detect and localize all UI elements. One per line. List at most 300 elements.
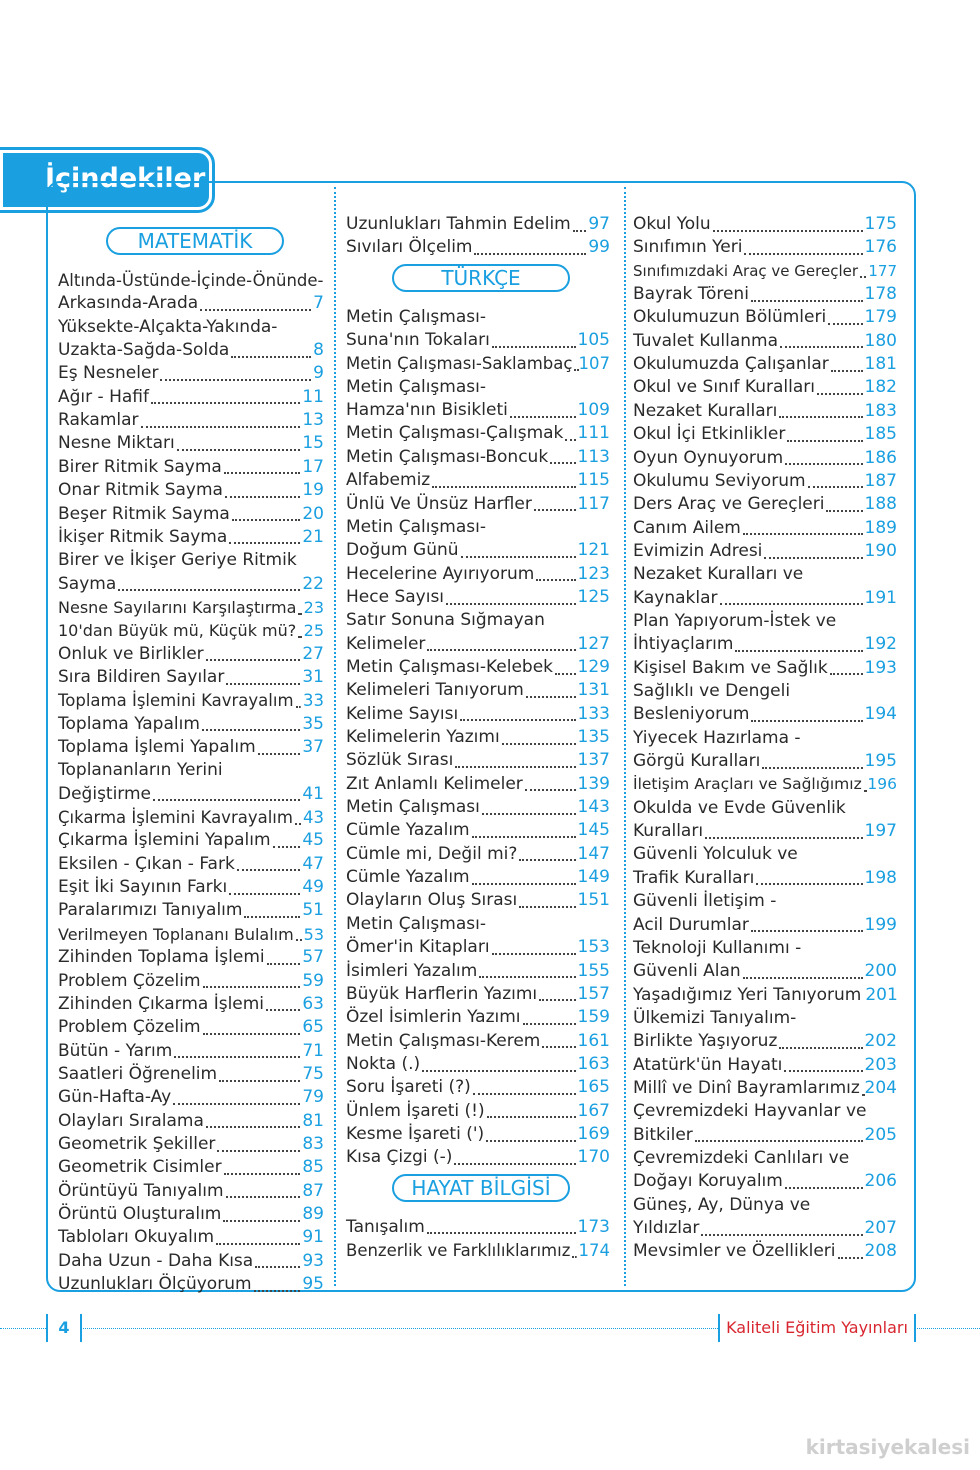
toc-entry-title: Ömer'in Kitapları — [346, 937, 490, 958]
toc-column-math — [58, 183, 324, 1295]
toc-entry-page: 195 — [864, 751, 897, 772]
toc-entry[interactable] — [633, 984, 897, 1007]
toc-entry[interactable] — [346, 1053, 610, 1076]
toc-entry-title: Sıvıları Ölçelim — [346, 237, 473, 258]
toc-entry[interactable] — [633, 1217, 897, 1240]
dot-leader — [534, 509, 576, 511]
toc-entry[interactable] — [346, 1030, 610, 1053]
toc-entry[interactable] — [346, 936, 610, 959]
toc-entry-page: 151 — [577, 890, 610, 911]
dot-leader — [244, 916, 300, 918]
toc-entry-page: 153 — [577, 937, 610, 958]
toc-entry[interactable] — [58, 479, 324, 502]
toc-entry[interactable] — [58, 876, 324, 899]
toc-entry[interactable] — [346, 469, 610, 492]
dot-leader — [296, 939, 302, 941]
toc-entry-page: 204 — [864, 1077, 897, 1098]
toc-entry[interactable] — [633, 260, 897, 283]
toc-entry-page: 127 — [577, 633, 610, 654]
toc-entry[interactable] — [633, 1077, 897, 1100]
toc-entry[interactable] — [633, 587, 897, 610]
toc-entry-title: Okulda ve Evde Güvenlik — [633, 797, 846, 818]
toc-entry[interactable] — [633, 797, 897, 820]
dot-leader — [808, 486, 863, 488]
dot-leader — [432, 486, 575, 488]
dot-leader — [764, 557, 862, 559]
toc-entry-page: 197 — [864, 821, 897, 842]
toc-entry-page: 187 — [864, 470, 897, 491]
dot-leader — [784, 1070, 862, 1072]
toc-entry[interactable] — [633, 1054, 897, 1077]
toc-entry[interactable] — [58, 1273, 324, 1296]
dot-leader — [785, 463, 862, 465]
toc-entry-title: Örüntü Oluşturalım — [58, 1204, 222, 1224]
toc-entry[interactable] — [633, 470, 897, 493]
dot-leader — [226, 1196, 301, 1198]
toc-entry[interactable] — [58, 1250, 324, 1273]
toc-entry[interactable] — [633, 330, 897, 353]
toc-entry[interactable] — [633, 1170, 897, 1193]
toc-entry-title: Büyük Harflerin Yazımı — [346, 983, 538, 1004]
toc-entry-title: Metin Çalışması-Çalışmak — [346, 423, 564, 444]
toc-entry[interactable] — [633, 867, 897, 890]
dot-leader — [455, 766, 575, 768]
toc-entry[interactable] — [346, 586, 610, 609]
toc-entry-title: Teknoloji Kullanımı - — [633, 937, 802, 958]
toc-entry-title: Zihinden Toplama İşlemi — [58, 947, 265, 968]
toc-entry[interactable] — [633, 213, 897, 236]
toc-entry-page: 113 — [577, 446, 610, 467]
toc-entry[interactable] — [58, 409, 324, 432]
toc-entry[interactable] — [58, 993, 324, 1016]
toc-entry[interactable] — [58, 292, 324, 315]
toc-entry[interactable] — [346, 1123, 610, 1146]
toc-entry-page: 107 — [578, 354, 610, 374]
toc-entry[interactable] — [58, 549, 324, 572]
toc-entry[interactable] — [346, 1006, 610, 1029]
toc-entry-title: Okulumu Seviyorum — [633, 470, 806, 491]
toc-entry[interactable] — [633, 914, 897, 937]
toc-entry-title: Cümle mi, Değil mi? — [346, 843, 518, 864]
toc-entry-page: 178 — [864, 284, 897, 305]
toc-entry-page: 167 — [577, 1100, 610, 1121]
toc-entry-title: Altında-Üstünde-İçinde-Önünde- — [58, 271, 324, 290]
toc-entry-title: Rakamlar — [58, 410, 139, 431]
toc-entry[interactable] — [346, 609, 610, 632]
toc-entry-title: Metin Çalışması-Kerem — [346, 1030, 541, 1051]
toc-entry[interactable] — [346, 633, 610, 656]
toc-entry-title: Metin Çalışması- — [346, 376, 486, 397]
dot-leader — [785, 1187, 863, 1189]
toc-entry-title: Tabloları Okuyalım — [58, 1227, 215, 1248]
toc-entry[interactable] — [346, 796, 610, 819]
toc-entry[interactable] — [58, 1040, 324, 1063]
toc-entry-title: Hecelerine Ayırıyorum — [346, 563, 535, 584]
toc-entry-title: Eş Nesneler — [58, 363, 159, 384]
toc-entry[interactable] — [58, 1203, 324, 1226]
toc-entry[interactable] — [633, 937, 897, 960]
toc-entry[interactable] — [346, 1146, 610, 1169]
toc-entry-title: Görgü Kuralları — [633, 751, 761, 772]
toc-entry[interactable] — [633, 236, 897, 259]
toc-entry-page: 8 — [313, 340, 324, 361]
toc-entry[interactable] — [58, 432, 324, 455]
toc-entry-page: 174 — [578, 1241, 610, 1260]
toc-entry-page: 192 — [864, 634, 897, 655]
toc-entry-page: 71 — [302, 1040, 324, 1061]
toc-entry-title: Evimizin Adresi — [633, 540, 763, 561]
toc-entry[interactable] — [633, 703, 897, 726]
toc-entry-title: Olayların Oluş Sırası — [346, 890, 518, 911]
toc-entry[interactable] — [346, 329, 610, 352]
toc-entry[interactable] — [633, 1007, 897, 1030]
dot-leader — [216, 1243, 300, 1245]
toc-entry[interactable] — [633, 610, 897, 633]
toc-entry-title: Sağlıklı ve Dengeli — [633, 681, 791, 701]
toc-entry-title: Bayrak Töreni — [633, 284, 749, 305]
toc-entry[interactable] — [633, 680, 897, 703]
toc-entry[interactable] — [346, 236, 610, 259]
toc-entry[interactable] — [58, 1063, 324, 1086]
toc-entry[interactable] — [58, 362, 324, 385]
toc-entry-title: Hamza'nın Bisikleti — [346, 400, 508, 421]
toc-entry[interactable] — [633, 306, 897, 329]
toc-entry-title: Nesne Miktarı — [58, 433, 175, 454]
dot-leader — [472, 883, 576, 885]
toc-entry-title: Toplama İşlemini Kavrayalım — [58, 691, 294, 711]
toc-entry[interactable] — [633, 890, 897, 913]
toc-entry-title: Arkasında-Arada — [58, 293, 199, 314]
toc-entry[interactable] — [346, 866, 610, 889]
dot-leader — [427, 1232, 576, 1234]
toc-entry[interactable] — [58, 1226, 324, 1249]
toc-entry[interactable] — [346, 376, 610, 399]
toc-entry-title: Alfabemiz — [346, 470, 431, 491]
toc-entry[interactable] — [633, 843, 897, 866]
toc-entry-page: 200 — [864, 961, 897, 982]
dot-leader — [864, 790, 866, 792]
toc-entry[interactable] — [346, 960, 610, 983]
toc-entry-title: Benzerlik ve Farklılıklarımız — [346, 1241, 571, 1260]
toc-entry-title: Problem Çözelim — [58, 970, 201, 991]
publisher-name: Kaliteli Eğitim Yayınları — [718, 1314, 916, 1342]
toc-entry-title: Satır Sonuna Sığmayan — [346, 610, 545, 631]
dot-leader — [751, 930, 863, 932]
toc-entry[interactable] — [633, 447, 897, 470]
toc-entry[interactable] — [58, 386, 324, 409]
toc-entry[interactable] — [58, 689, 324, 712]
dot-leader — [860, 276, 866, 278]
toc-entry-page: 175 — [864, 214, 897, 234]
section-header: TÜRKÇE — [392, 264, 570, 292]
toc-entry-page: 135 — [577, 727, 610, 747]
toc-entry[interactable] — [346, 422, 610, 445]
toc-entry[interactable] — [346, 539, 610, 562]
dot-leader — [254, 1290, 301, 1292]
toc-entry[interactable] — [633, 773, 897, 796]
dot-leader — [255, 1266, 300, 1268]
toc-entry-page: 133 — [577, 703, 610, 724]
toc-entry-title: Acil Durumlar — [633, 914, 749, 935]
toc-entry-title: Tuvalet Kullanma — [633, 330, 778, 351]
dot-leader — [226, 683, 300, 685]
toc-entry[interactable] — [633, 540, 897, 563]
toc-entry[interactable] — [58, 1156, 324, 1179]
toc-entry[interactable] — [633, 750, 897, 773]
toc-entry[interactable] — [346, 399, 610, 422]
toc-entry[interactable] — [633, 376, 897, 399]
toc-entry[interactable] — [58, 853, 324, 876]
toc-entry[interactable] — [346, 493, 610, 516]
toc-entry[interactable] — [58, 619, 324, 642]
toc-entry-page: 81 — [302, 1110, 324, 1131]
column-divider — [624, 187, 626, 1286]
dot-leader — [492, 953, 576, 955]
toc-entry[interactable] — [633, 1240, 897, 1263]
toc-entry[interactable] — [58, 1110, 324, 1133]
toc-entry[interactable] — [58, 829, 324, 852]
dot-leader — [422, 1070, 575, 1072]
dot-leader — [461, 556, 576, 558]
toc-entry-title: Nezaket Kuralları ve — [633, 564, 804, 585]
toc-entry[interactable] — [633, 1147, 897, 1170]
toc-entry-page: 157 — [577, 983, 610, 1004]
toc-entry[interactable] — [346, 1216, 610, 1239]
toc-entry-page: 186 — [864, 447, 897, 468]
toc-entry[interactable] — [58, 899, 324, 922]
toc-entry-title: Kişisel Bakım ve Sağlık — [633, 657, 828, 678]
dot-leader — [232, 519, 301, 521]
toc-entry-title: Okul Yolu — [633, 214, 711, 234]
dot-leader — [237, 869, 301, 871]
toc-entry-title: İkişer Ritmik Sayma — [58, 526, 228, 547]
toc-entry-page: 129 — [577, 656, 610, 677]
toc-entry-title: Güneş, Ay, Dünya ve — [633, 1194, 811, 1215]
toc-entry[interactable] — [58, 736, 324, 759]
toc-entry[interactable] — [346, 843, 610, 866]
toc-entry[interactable] — [58, 970, 324, 993]
toc-entry[interactable] — [58, 316, 324, 339]
toc-entry[interactable] — [633, 1100, 897, 1123]
toc-entry-page: 41 — [302, 783, 324, 804]
dot-leader — [217, 1150, 300, 1152]
toc-entry[interactable] — [58, 269, 324, 292]
toc-entry-page: 123 — [577, 563, 610, 584]
toc-entry[interactable] — [346, 913, 610, 936]
toc-entry[interactable] — [58, 643, 324, 666]
toc-column-life-science — [633, 183, 897, 1290]
toc-entry-page: 182 — [864, 377, 897, 398]
toc-entry-page: 147 — [577, 843, 610, 864]
toc-entry[interactable] — [633, 1030, 897, 1053]
section-header: HAYAT BİLGİSİ — [392, 1174, 570, 1202]
toc-entry-page: 22 — [302, 573, 324, 594]
toc-entry[interactable] — [346, 213, 610, 236]
toc-entry-page: 188 — [864, 494, 897, 515]
toc-entry[interactable] — [633, 1124, 897, 1147]
dot-leader — [446, 603, 576, 605]
toc-entry[interactable] — [346, 1239, 610, 1262]
toc-entry-page: 161 — [577, 1030, 610, 1051]
dot-leader — [756, 883, 862, 885]
toc-entry-title: Sınıfımızdaki Araç ve Gereçler — [633, 261, 859, 280]
dot-leader — [735, 650, 862, 652]
dot-leader — [743, 977, 863, 979]
toc-entry[interactable] — [346, 306, 610, 329]
toc-entry[interactable] — [58, 946, 324, 969]
toc-entry[interactable] — [633, 353, 897, 376]
dot-leader — [831, 370, 863, 372]
toc-entry[interactable] — [58, 759, 324, 782]
dot-leader — [574, 369, 576, 371]
dot-leader — [523, 1023, 576, 1025]
toc-entry[interactable] — [346, 983, 610, 1006]
toc-entry[interactable] — [58, 596, 324, 619]
toc-entry-title: Doğayı Koruyalım — [633, 1171, 783, 1192]
toc-entry[interactable] — [346, 352, 610, 375]
toc-entry-title: Kelimelerin Yazımı — [346, 727, 500, 747]
toc-entry-page: 117 — [577, 493, 610, 514]
toc-entry[interactable] — [346, 1100, 610, 1123]
toc-entry-title: Ders Araç ve Gereçleri — [633, 494, 825, 515]
toc-entry-page: 65 — [302, 1017, 324, 1038]
toc-entry-page: 7 — [313, 293, 324, 314]
dot-leader — [779, 1047, 862, 1049]
toc-entry[interactable] — [58, 573, 324, 596]
toc-entry-title: Ünlem İşareti (!) — [346, 1100, 485, 1121]
toc-entry-page: 181 — [864, 354, 897, 375]
toc-entry-title: Onluk ve Birlikler — [58, 643, 204, 664]
toc-entry[interactable] — [633, 283, 897, 306]
toc-entry[interactable] — [633, 657, 897, 680]
dot-leader — [258, 753, 301, 755]
toc-entry-page: 51 — [302, 900, 324, 921]
toc-entry-page: 21 — [302, 526, 324, 547]
toc-entry-title: Beşer Ritmik Sayma — [58, 503, 230, 524]
toc-entry-page: 173 — [577, 1216, 610, 1237]
toc-entry[interactable] — [346, 679, 610, 702]
dot-leader — [273, 846, 301, 848]
toc-entry[interactable] — [58, 806, 324, 829]
dot-leader — [141, 426, 301, 428]
dot-leader — [555, 673, 576, 675]
dot-leader — [779, 416, 862, 418]
toc-entry-title: Okulumuzda Çalışanlar — [633, 354, 829, 375]
toc-entry[interactable] — [633, 820, 897, 843]
toc-entry[interactable] — [58, 339, 324, 362]
toc-entry-page: 202 — [864, 1031, 897, 1052]
toc-entry[interactable] — [58, 456, 324, 479]
dot-leader — [206, 659, 301, 661]
dot-leader — [153, 799, 300, 801]
toc-entry[interactable] — [633, 960, 897, 983]
toc-entry-title: Yıldızlar — [633, 1218, 700, 1239]
toc-entry-page: 53 — [303, 924, 324, 944]
toc-entry[interactable] — [346, 516, 610, 539]
toc-entry[interactable] — [58, 666, 324, 689]
toc-entry-page: 25 — [303, 621, 324, 641]
toc-entry[interactable] — [633, 493, 897, 516]
toc-entry-page: 201 — [865, 984, 898, 1005]
toc-entry[interactable] — [58, 713, 324, 736]
toc-entry-title: İletişim Araçları ve Sağlığımız — [633, 775, 862, 794]
toc-entry[interactable] — [58, 783, 324, 806]
toc-entry[interactable] — [346, 703, 610, 726]
dot-leader — [298, 613, 301, 615]
toc-entry[interactable] — [346, 656, 610, 679]
dot-leader — [573, 230, 587, 232]
toc-entry[interactable] — [58, 1016, 324, 1039]
toc-entry-page: 143 — [577, 797, 610, 818]
toc-entry[interactable] — [633, 1194, 897, 1217]
toc-entry-page: 43 — [303, 808, 324, 828]
toc-entry[interactable] — [346, 749, 610, 772]
toc-entry[interactable] — [633, 400, 897, 423]
toc-entry[interactable] — [633, 633, 897, 656]
toc-entry[interactable] — [633, 423, 897, 446]
toc-entry[interactable] — [58, 503, 324, 526]
toc-entry[interactable] — [633, 517, 897, 540]
dot-leader — [751, 300, 863, 302]
dot-leader — [830, 673, 863, 675]
toc-entry[interactable] — [346, 819, 610, 842]
toc-entry[interactable] — [346, 773, 610, 796]
toc-entry[interactable] — [346, 563, 610, 586]
toc-entry-page: 97 — [588, 214, 610, 234]
toc-entry-page: 139 — [577, 773, 610, 794]
toc-entry-page: 131 — [577, 680, 610, 701]
toc-entry-page: 159 — [577, 1007, 610, 1028]
toc-entry-title: Ülkemizi Tanıyalım- — [633, 1007, 797, 1028]
toc-entry-page: 91 — [302, 1227, 324, 1248]
dot-leader — [487, 1116, 576, 1118]
toc-entry-title: Paralarımızı Tanıyalım — [58, 900, 243, 921]
dot-leader — [203, 986, 301, 988]
toc-entry-title: Uzunlukları Tahmin Edelim — [346, 214, 571, 234]
dot-leader — [705, 837, 862, 839]
toc-entry[interactable] — [346, 446, 610, 469]
toc-entry[interactable] — [58, 526, 324, 549]
toc-entry-title: Kesme İşareti (') — [346, 1123, 485, 1144]
toc-entry-title: Mevsimler ve Özellikleri — [633, 1241, 836, 1262]
toc-entry-page: 23 — [303, 597, 324, 617]
toc-entry-page: 183 — [864, 400, 897, 421]
toc-entry[interactable] — [346, 1076, 610, 1099]
toc-entry-title: Saatleri Öğrenelim — [58, 1063, 218, 1084]
dot-leader — [713, 230, 863, 232]
toc-entry-title: Metin Çalışması-Saklambaç — [346, 354, 573, 374]
toc-entry[interactable] — [633, 727, 897, 750]
toc-entry-title: Güvenli Alan — [633, 961, 741, 982]
toc-entry-title: Sayma — [58, 573, 117, 594]
toc-entry[interactable] — [58, 1180, 324, 1203]
toc-entry-page: 13 — [302, 410, 324, 431]
toc-entry-page: 145 — [577, 820, 610, 841]
toc-entry[interactable] — [58, 1133, 324, 1156]
toc-entry[interactable] — [58, 923, 324, 946]
dot-leader — [151, 402, 300, 404]
dot-leader — [229, 893, 300, 895]
toc-entry[interactable] — [346, 889, 610, 912]
dot-leader — [479, 976, 575, 978]
dot-leader — [701, 1234, 862, 1236]
toc-entry[interactable] — [346, 726, 610, 749]
toc-entry[interactable] — [633, 563, 897, 586]
dot-leader — [525, 789, 576, 791]
toc-entry[interactable] — [58, 1086, 324, 1109]
toc-entry-title: Nesne Sayılarını Karşılaştırma — [58, 597, 297, 617]
toc-entry-page: 185 — [864, 424, 897, 445]
